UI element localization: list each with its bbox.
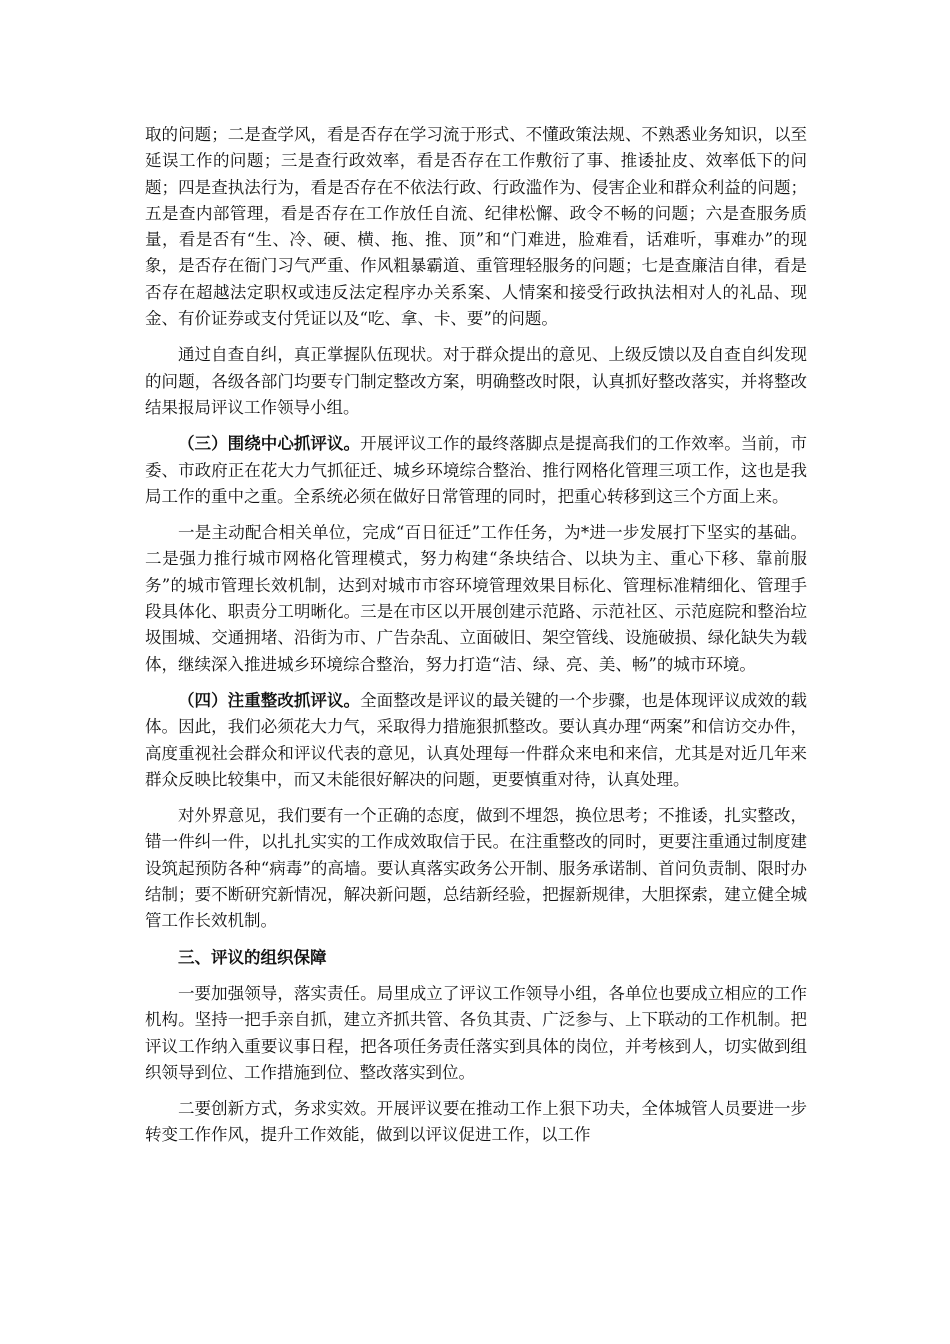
- paragraph-self-check: 通过自查自纠，真正掌握队伍现状。对于群众提出的意见、上级反馈以及自查自纠发现的问题，各级各部门均要专门制定整改方案，明确整改时限，认真抓好整改落实，并将整改结果报局评议工作领导小组。: [145, 345, 807, 417]
- section-3-body: 开展评议工作的最终落脚点是提高我们的工作效率。当前，市委、市政府正在花大力气抓征迁、城乡环境综合整治、推行网格化管理三项工作，这也是我局工作的重中之重。全系统必须在做好日常管理的同时，把重心转移到这三个方面上来。: [145, 434, 808, 506]
- heading-organization-text: 三、评议的组织保障: [178, 947, 327, 967]
- document-page: [145, 122, 807, 1159]
- section-4-body: 全面整改是评议的最关键的一个步骤，也是体现评议成效的载体。因此，我们必须花大力气，采取得力措施狠抓整改。要认真办理“两案”和信访交办件，高度重视社会群众和评议代表的意见，认真处理每一件群众来电和来信，尤其是对近几年来群众反映比较集中，而又未能很好解决的问题，更要慎重对待，认真处理。: [145, 690, 808, 789]
- paragraph-inspection-items: 取的问题；二是查学风，看是否存在学习流于形式、不懂政策法规、不熟悉业务知识，以至延误工作的问题；三是查行政效率，看是否存在工作敷衍了事、推诿扯皮、效率低下的问题；四是查执法行为，看是否存在不依法行政、行政滥作为、侵害企业和群众利益的问题；五是查内部管理，看是否存在工作放任自流、纪律松懈、政令不畅的问题；六是查服务质量，看是否有“生、冷、硬、横、拖、推、顶”和“门难进，脸难看，话难听，事难办”的现象，是否存在衙门习气严重、作风粗暴霸道、重管理轻服务的问题；七是查廉洁自律，看是否存在超越法定职权或违反法定程序办关系案、人情案和接受行政执法相对人的礼品、现金、有价证券或支付凭证以及“吃、拿、卡、要”的问题。: [145, 125, 807, 329]
- paragraph-innovation: 二要创新方式，务求实效。开展评议要在推动工作上狠下功夫，全体城管人员要进一步转变工作作风，提升工作效能，做到以评议促进工作，以工作: [145, 1099, 807, 1145]
- heading-organization: [145, 945, 807, 971]
- section-3-lead: （三）围绕中心抓评议。: [178, 434, 361, 454]
- section-4-lead: （四）注重整改抓评议。: [178, 690, 361, 710]
- paragraph-external-opinions: 对外界意见，我们要有一个正确的态度，做到不埋怨，换位思考；不推诿，扎实整改，错一件纠一件，以扎扎实实的工作成效取信于民。在注重整改的同时，更要注重通过制度建设筑起预防各种“病毒”的高墙。要认真落实政务公开制、服务承诺制、首问负责制、限时办结制；要不断研究新情况，解决新问题，总结新经验，把握新规律，大胆探索，建立健全城管工作长效机制。: [145, 806, 807, 931]
- paragraph-three-tasks: 一是主动配合相关单位，完成“百日征迁”工作任务，为*进一步发展打下坚实的基础。二是强力推行城市网格化管理模式，努力构建“条块结合、以块为主、重心下移、靠前服务”的城市管理长效机制，达到对城市市容环境管理效果目标化、管理标准精细化、管理手段具体化、职责分工明晰化。三是在市区以开展创建示范路、示范社区、示范庭院和整治垃圾围城、交通拥堵、沿街为市、广告杂乱、立面破旧、架空管线、设施破损、绿化缺失为载体，继续深入推进城乡环境综合整治，努力打造“洁、绿、亮、美、畅”的城市环境。: [145, 523, 807, 674]
- paragraph-section-4: [145, 688, 807, 793]
- paragraph-leadership: 一要加强领导，落实责任。局里成立了评议工作领导小组，各单位也要成立相应的工作机构。坚持一把手亲自抓，建立齐抓共管、各负其责、广泛参与、上下联动的工作机制。把评议工作纳入重要议事日程，把各项任务责任落实到具体的岗位，并考核到人，切实做到组织领导到位、工作措施到位、整改落实到位。: [145, 983, 807, 1082]
- paragraph-section-3: [145, 431, 807, 510]
